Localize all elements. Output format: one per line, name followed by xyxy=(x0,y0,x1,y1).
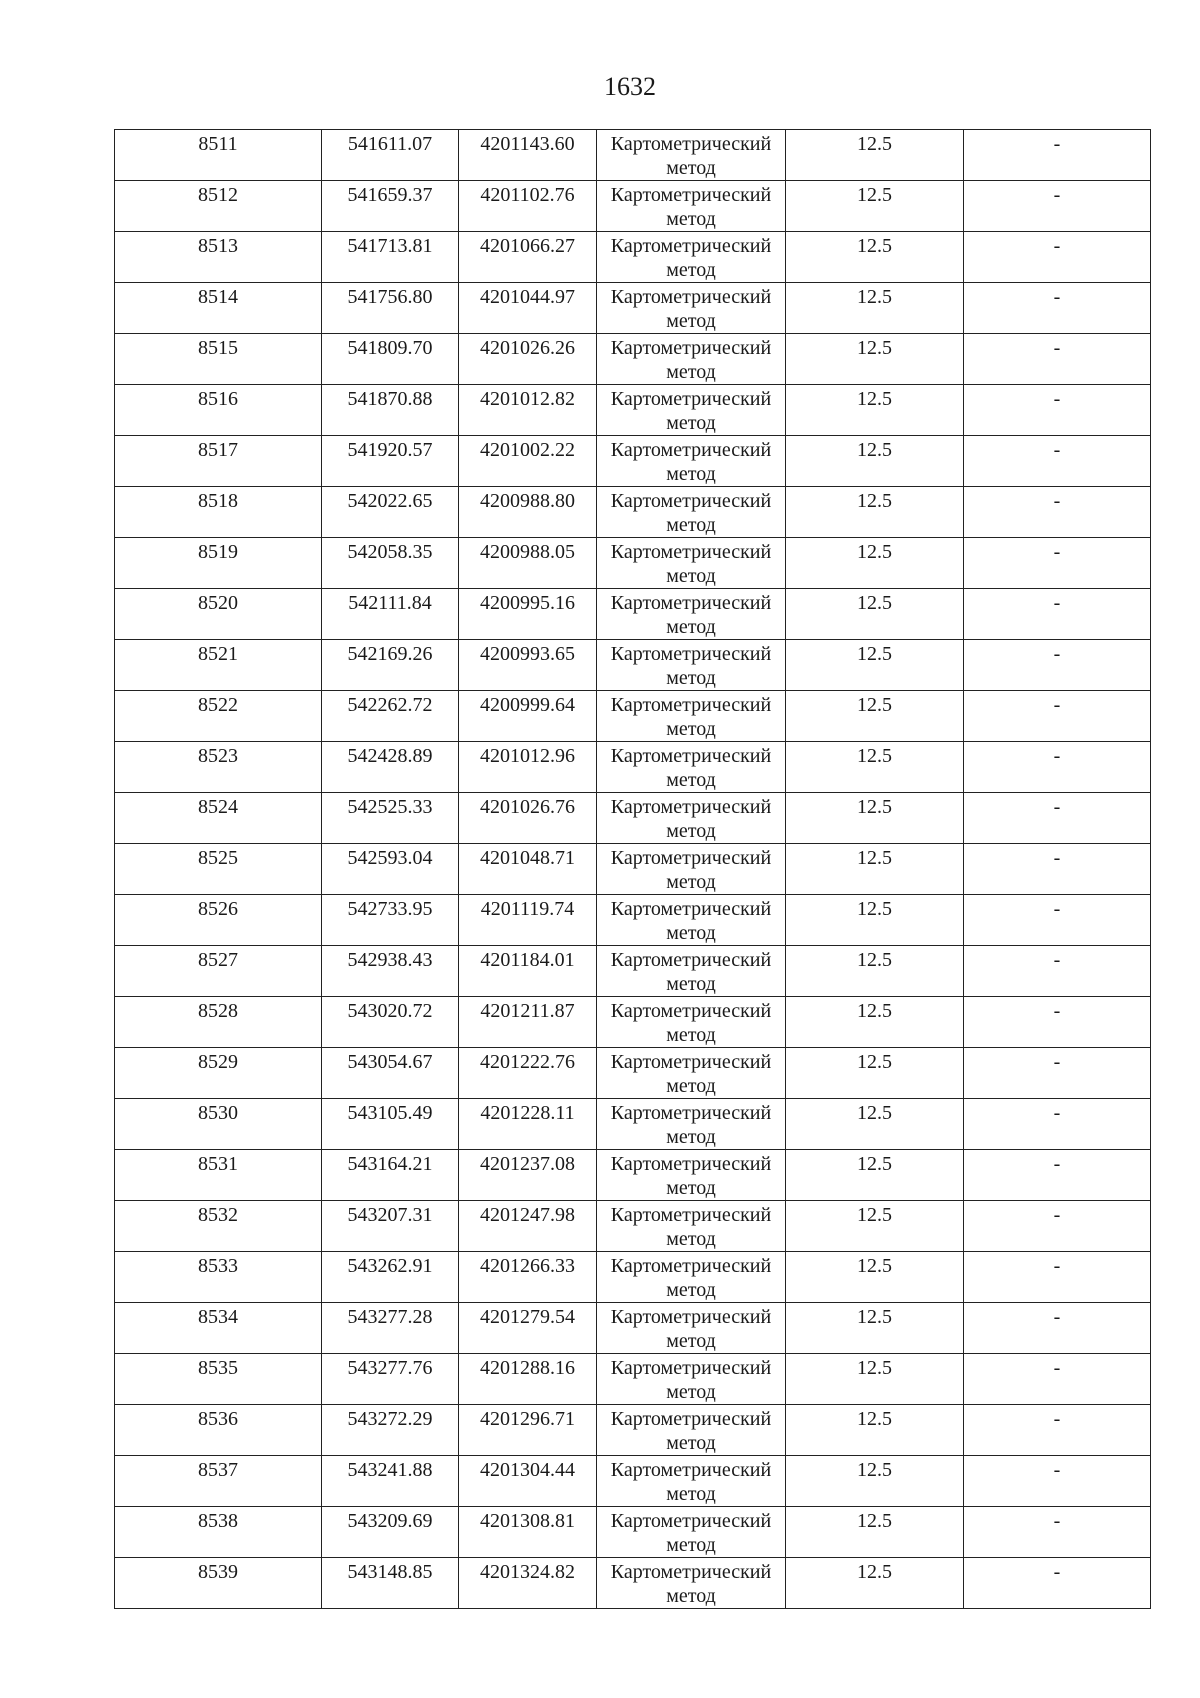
x-coordinate-cell: 541713.81 xyxy=(322,232,459,283)
y-coordinate-cell: 4201102.76 xyxy=(459,181,597,232)
y-coordinate-cell: 4201184.01 xyxy=(459,946,597,997)
note-cell: - xyxy=(964,997,1151,1048)
method-cell: Картометрический метод xyxy=(597,1201,786,1252)
point-number-cell: 8535 xyxy=(115,1354,322,1405)
method-cell: Картометрический метод xyxy=(597,1405,786,1456)
x-coordinate-cell: 543272.29 xyxy=(322,1405,459,1456)
note-cell: - xyxy=(964,895,1151,946)
table-row xyxy=(115,1558,1151,1609)
table-row xyxy=(115,1456,1151,1507)
method-cell: Картометрический метод xyxy=(597,436,786,487)
y-coordinate-cell: 4201044.97 xyxy=(459,283,597,334)
note-cell: - xyxy=(964,232,1151,283)
x-coordinate-cell: 542262.72 xyxy=(322,691,459,742)
note-cell: - xyxy=(964,1252,1151,1303)
precision-cell: 12.5 xyxy=(786,742,964,793)
table-row xyxy=(115,793,1151,844)
x-coordinate-cell: 543241.88 xyxy=(322,1456,459,1507)
method-cell: Картометрический метод xyxy=(597,385,786,436)
x-coordinate-cell: 543148.85 xyxy=(322,1558,459,1609)
note-cell: - xyxy=(964,283,1151,334)
point-number-cell: 8513 xyxy=(115,232,322,283)
point-number-cell: 8522 xyxy=(115,691,322,742)
note-cell: - xyxy=(964,436,1151,487)
note-cell: - xyxy=(964,1201,1151,1252)
table-row xyxy=(115,1507,1151,1558)
point-number-cell: 8538 xyxy=(115,1507,322,1558)
y-coordinate-cell: 4201026.26 xyxy=(459,334,597,385)
table-row xyxy=(115,232,1151,283)
y-coordinate-cell: 4201266.33 xyxy=(459,1252,597,1303)
x-coordinate-cell: 541920.57 xyxy=(322,436,459,487)
y-coordinate-cell: 4200988.80 xyxy=(459,487,597,538)
x-coordinate-cell: 543054.67 xyxy=(322,1048,459,1099)
table-row xyxy=(115,946,1151,997)
x-coordinate-cell: 542733.95 xyxy=(322,895,459,946)
table-row xyxy=(115,997,1151,1048)
note-cell: - xyxy=(964,181,1151,232)
precision-cell: 12.5 xyxy=(786,1456,964,1507)
precision-cell: 12.5 xyxy=(786,1099,964,1150)
precision-cell: 12.5 xyxy=(786,1558,964,1609)
precision-cell: 12.5 xyxy=(786,1303,964,1354)
note-cell: - xyxy=(964,1303,1151,1354)
note-cell: - xyxy=(964,487,1151,538)
method-cell: Картометрический метод xyxy=(597,1252,786,1303)
point-number-cell: 8539 xyxy=(115,1558,322,1609)
x-coordinate-cell: 543207.31 xyxy=(322,1201,459,1252)
method-cell: Картометрический метод xyxy=(597,691,786,742)
y-coordinate-cell: 4201143.60 xyxy=(459,130,597,181)
method-cell: Картометрический метод xyxy=(597,334,786,385)
precision-cell: 12.5 xyxy=(786,334,964,385)
note-cell: - xyxy=(964,385,1151,436)
precision-cell: 12.5 xyxy=(786,1150,964,1201)
method-cell: Картометрический метод xyxy=(597,946,786,997)
note-cell: - xyxy=(964,844,1151,895)
note-cell: - xyxy=(964,334,1151,385)
table-row xyxy=(115,436,1151,487)
method-cell: Картометрический метод xyxy=(597,1507,786,1558)
method-cell: Картометрический метод xyxy=(597,1354,786,1405)
point-number-cell: 8528 xyxy=(115,997,322,1048)
method-cell: Картометрический метод xyxy=(597,844,786,895)
precision-cell: 12.5 xyxy=(786,691,964,742)
method-cell: Картометрический метод xyxy=(597,487,786,538)
note-cell: - xyxy=(964,640,1151,691)
method-cell: Картометрический метод xyxy=(597,1150,786,1201)
x-coordinate-cell: 543164.21 xyxy=(322,1150,459,1201)
table-row xyxy=(115,844,1151,895)
precision-cell: 12.5 xyxy=(786,1405,964,1456)
note-cell: - xyxy=(964,1099,1151,1150)
table-row xyxy=(115,487,1151,538)
method-cell: Картометрический метод xyxy=(597,283,786,334)
point-number-cell: 8530 xyxy=(115,1099,322,1150)
method-cell: Картометрический метод xyxy=(597,742,786,793)
method-cell: Картометрический метод xyxy=(597,1303,786,1354)
point-number-cell: 8523 xyxy=(115,742,322,793)
note-cell: - xyxy=(964,130,1151,181)
point-number-cell: 8515 xyxy=(115,334,322,385)
method-cell: Картометрический метод xyxy=(597,895,786,946)
y-coordinate-cell: 4201296.71 xyxy=(459,1405,597,1456)
table-row xyxy=(115,1150,1151,1201)
method-cell: Картометрический метод xyxy=(597,538,786,589)
x-coordinate-cell: 542058.35 xyxy=(322,538,459,589)
coordinates-table-body xyxy=(115,130,1151,1609)
x-coordinate-cell: 542938.43 xyxy=(322,946,459,997)
note-cell: - xyxy=(964,1354,1151,1405)
table-row xyxy=(115,742,1151,793)
y-coordinate-cell: 4201247.98 xyxy=(459,1201,597,1252)
point-number-cell: 8531 xyxy=(115,1150,322,1201)
y-coordinate-cell: 4201228.11 xyxy=(459,1099,597,1150)
note-cell: - xyxy=(964,691,1151,742)
y-coordinate-cell: 4201002.22 xyxy=(459,436,597,487)
table-row xyxy=(115,895,1151,946)
x-coordinate-cell: 542428.89 xyxy=(322,742,459,793)
precision-cell: 12.5 xyxy=(786,181,964,232)
precision-cell: 12.5 xyxy=(786,283,964,334)
note-cell: - xyxy=(964,1456,1151,1507)
y-coordinate-cell: 4200993.65 xyxy=(459,640,597,691)
method-cell: Картометрический метод xyxy=(597,1456,786,1507)
y-coordinate-cell: 4201211.87 xyxy=(459,997,597,1048)
precision-cell: 12.5 xyxy=(786,232,964,283)
x-coordinate-cell: 543105.49 xyxy=(322,1099,459,1150)
x-coordinate-cell: 541659.37 xyxy=(322,181,459,232)
point-number-cell: 8517 xyxy=(115,436,322,487)
y-coordinate-cell: 4200988.05 xyxy=(459,538,597,589)
point-number-cell: 8534 xyxy=(115,1303,322,1354)
x-coordinate-cell: 542111.84 xyxy=(322,589,459,640)
x-coordinate-cell: 543277.76 xyxy=(322,1354,459,1405)
point-number-cell: 8514 xyxy=(115,283,322,334)
x-coordinate-cell: 542525.33 xyxy=(322,793,459,844)
method-cell: Картометрический метод xyxy=(597,589,786,640)
y-coordinate-cell: 4201308.81 xyxy=(459,1507,597,1558)
x-coordinate-cell: 541756.80 xyxy=(322,283,459,334)
precision-cell: 12.5 xyxy=(786,997,964,1048)
point-number-cell: 8511 xyxy=(115,130,322,181)
precision-cell: 12.5 xyxy=(786,589,964,640)
precision-cell: 12.5 xyxy=(786,1201,964,1252)
y-coordinate-cell: 4201304.44 xyxy=(459,1456,597,1507)
point-number-cell: 8536 xyxy=(115,1405,322,1456)
precision-cell: 12.5 xyxy=(786,1507,964,1558)
x-coordinate-cell: 542022.65 xyxy=(322,487,459,538)
point-number-cell: 8532 xyxy=(115,1201,322,1252)
point-number-cell: 8524 xyxy=(115,793,322,844)
note-cell: - xyxy=(964,538,1151,589)
x-coordinate-cell: 541611.07 xyxy=(322,130,459,181)
point-number-cell: 8533 xyxy=(115,1252,322,1303)
y-coordinate-cell: 4201237.08 xyxy=(459,1150,597,1201)
note-cell: - xyxy=(964,1405,1151,1456)
precision-cell: 12.5 xyxy=(786,538,964,589)
table-row xyxy=(115,130,1151,181)
point-number-cell: 8518 xyxy=(115,487,322,538)
y-coordinate-cell: 4201012.82 xyxy=(459,385,597,436)
point-number-cell: 8512 xyxy=(115,181,322,232)
point-number-cell: 8527 xyxy=(115,946,322,997)
table-row xyxy=(115,1099,1151,1150)
method-cell: Картометрический метод xyxy=(597,997,786,1048)
table-row xyxy=(115,640,1151,691)
point-number-cell: 8519 xyxy=(115,538,322,589)
note-cell: - xyxy=(964,742,1151,793)
x-coordinate-cell: 542593.04 xyxy=(322,844,459,895)
x-coordinate-cell: 543209.69 xyxy=(322,1507,459,1558)
x-coordinate-cell: 541809.70 xyxy=(322,334,459,385)
page-number: 1632 xyxy=(604,72,656,101)
y-coordinate-cell: 4200999.64 xyxy=(459,691,597,742)
y-coordinate-cell: 4201048.71 xyxy=(459,844,597,895)
table-row xyxy=(115,589,1151,640)
note-cell: - xyxy=(964,1048,1151,1099)
method-cell: Картометрический метод xyxy=(597,181,786,232)
precision-cell: 12.5 xyxy=(786,130,964,181)
y-coordinate-cell: 4201026.76 xyxy=(459,793,597,844)
precision-cell: 12.5 xyxy=(786,436,964,487)
note-cell: - xyxy=(964,793,1151,844)
precision-cell: 12.5 xyxy=(786,1048,964,1099)
point-number-cell: 8537 xyxy=(115,1456,322,1507)
note-cell: - xyxy=(964,1150,1151,1201)
method-cell: Картометрический метод xyxy=(597,1048,786,1099)
point-number-cell: 8521 xyxy=(115,640,322,691)
precision-cell: 12.5 xyxy=(786,1252,964,1303)
x-coordinate-cell: 542169.26 xyxy=(322,640,459,691)
method-cell: Картометрический метод xyxy=(597,130,786,181)
precision-cell: 12.5 xyxy=(786,1354,964,1405)
table-row xyxy=(115,1048,1151,1099)
precision-cell: 12.5 xyxy=(786,487,964,538)
precision-cell: 12.5 xyxy=(786,640,964,691)
point-number-cell: 8529 xyxy=(115,1048,322,1099)
table-row xyxy=(115,283,1151,334)
point-number-cell: 8520 xyxy=(115,589,322,640)
method-cell: Картометрический метод xyxy=(597,232,786,283)
precision-cell: 12.5 xyxy=(786,895,964,946)
precision-cell: 12.5 xyxy=(786,946,964,997)
y-coordinate-cell: 4201288.16 xyxy=(459,1354,597,1405)
method-cell: Картометрический метод xyxy=(597,640,786,691)
table-row xyxy=(115,181,1151,232)
method-cell: Картометрический метод xyxy=(597,793,786,844)
table-row xyxy=(115,691,1151,742)
method-cell: Картометрический метод xyxy=(597,1099,786,1150)
note-cell: - xyxy=(964,1507,1151,1558)
method-cell: Картометрический метод xyxy=(597,1558,786,1609)
precision-cell: 12.5 xyxy=(786,793,964,844)
coordinates-table xyxy=(114,129,1151,1609)
point-number-cell: 8525 xyxy=(115,844,322,895)
table-row xyxy=(115,1303,1151,1354)
precision-cell: 12.5 xyxy=(786,385,964,436)
x-coordinate-cell: 543262.91 xyxy=(322,1252,459,1303)
y-coordinate-cell: 4200995.16 xyxy=(459,589,597,640)
y-coordinate-cell: 4201012.96 xyxy=(459,742,597,793)
y-coordinate-cell: 4201119.74 xyxy=(459,895,597,946)
table-row xyxy=(115,1201,1151,1252)
table-row xyxy=(115,334,1151,385)
y-coordinate-cell: 4201279.54 xyxy=(459,1303,597,1354)
table-row xyxy=(115,1354,1151,1405)
table-row xyxy=(115,538,1151,589)
point-number-cell: 8526 xyxy=(115,895,322,946)
note-cell: - xyxy=(964,946,1151,997)
table-row xyxy=(115,385,1151,436)
x-coordinate-cell: 543277.28 xyxy=(322,1303,459,1354)
y-coordinate-cell: 4201066.27 xyxy=(459,232,597,283)
precision-cell: 12.5 xyxy=(786,844,964,895)
point-number-cell: 8516 xyxy=(115,385,322,436)
table-row xyxy=(115,1405,1151,1456)
y-coordinate-cell: 4201324.82 xyxy=(459,1558,597,1609)
table-row xyxy=(115,1252,1151,1303)
y-coordinate-cell: 4201222.76 xyxy=(459,1048,597,1099)
x-coordinate-cell: 541870.88 xyxy=(322,385,459,436)
note-cell: - xyxy=(964,589,1151,640)
x-coordinate-cell: 543020.72 xyxy=(322,997,459,1048)
note-cell: - xyxy=(964,1558,1151,1609)
